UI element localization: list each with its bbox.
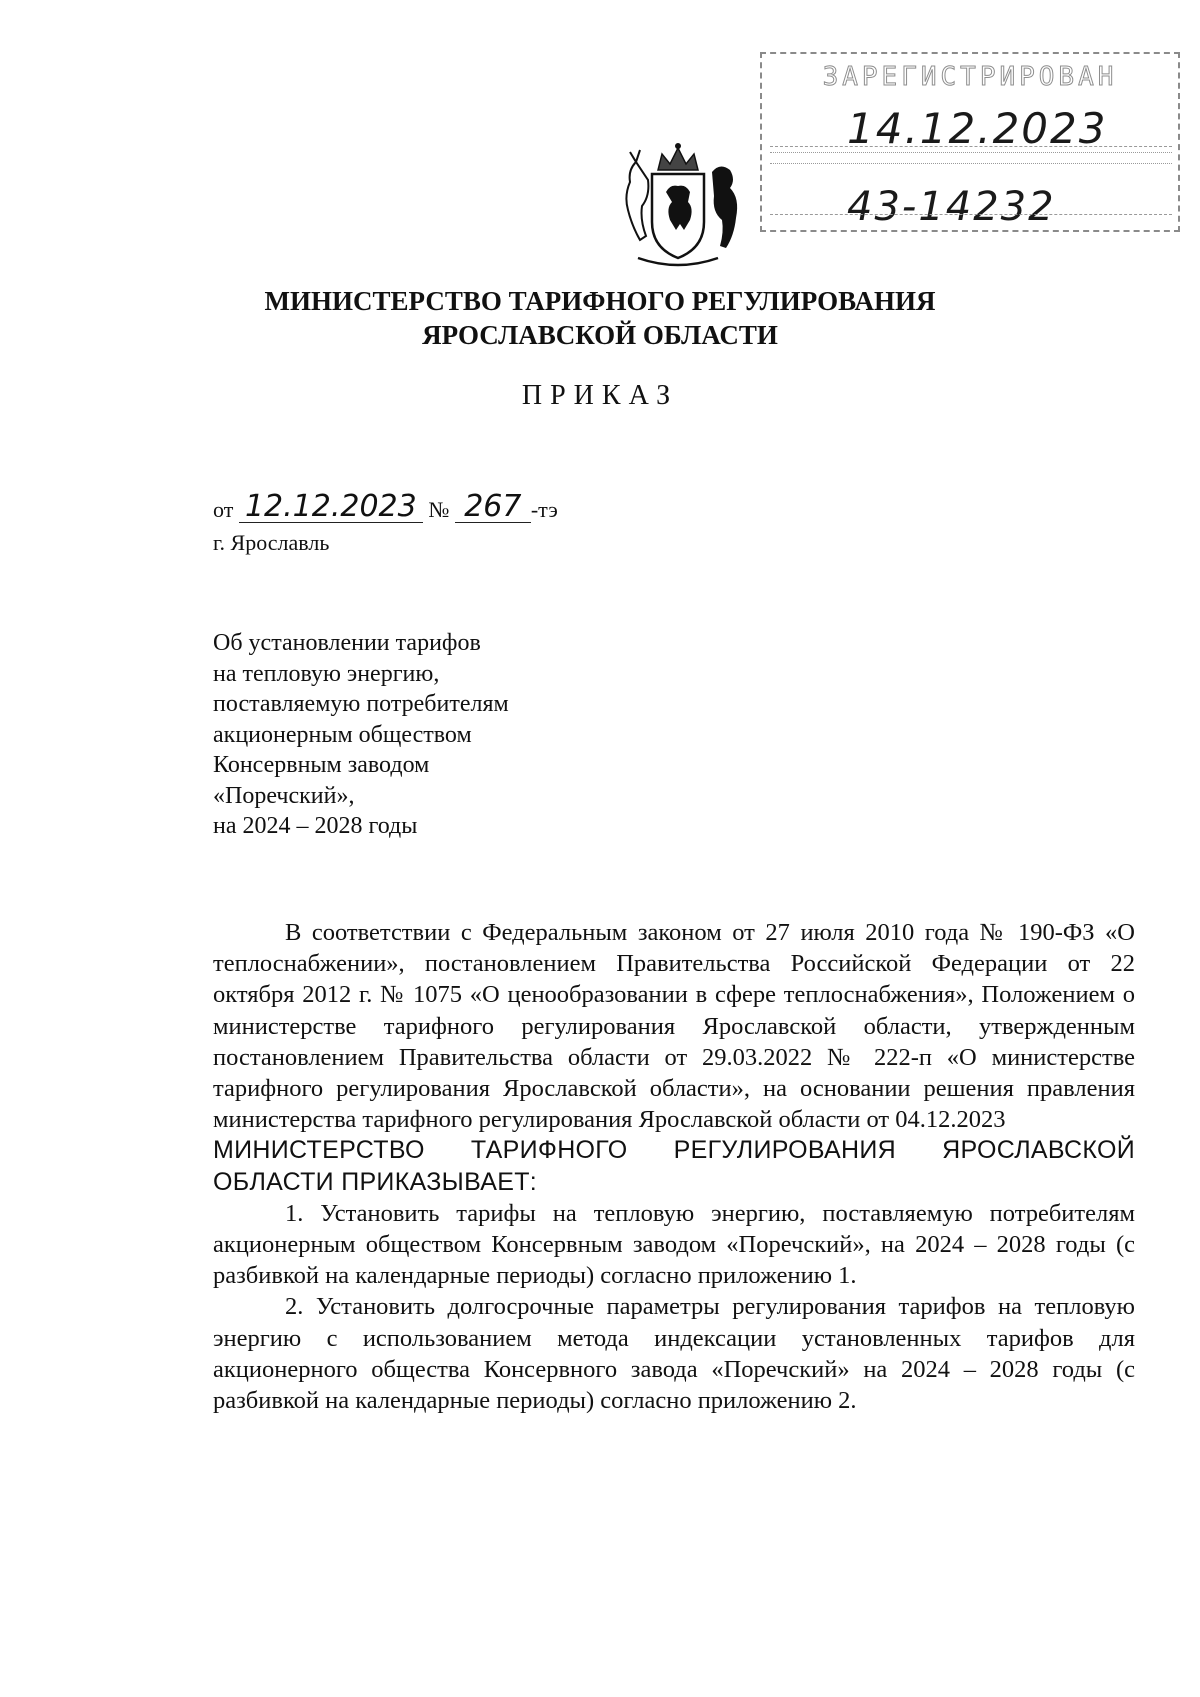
order-body: [213, 917, 1135, 1416]
registration-stamp: [760, 52, 1180, 232]
subject-line: «Поречский»,: [213, 782, 355, 809]
from-label: от: [213, 497, 234, 522]
city-name: г. Ярославль: [213, 530, 330, 555]
stamp-number-line: [770, 214, 1172, 215]
subject-line: Консервным заводом: [213, 752, 430, 778]
stamp-title: ЗАРЕГИСТРИРОВАН: [822, 62, 1118, 92]
order-item-2: 2. Установить долгосрочные параметры регулирования тарифов на тепловую энергию с использованием метода индексации установленных тарифов для акционерного общества Консервного завода «Поречский» на 2024 – 2028 годы (с разбивкой на календарные периоды) согласно приложению 2.: [213, 1293, 1135, 1415]
ministry-heading-line1: МИНИСТЕРСТВО ТАРИФНОГО РЕГУЛИРОВАНИЯ: [264, 286, 936, 316]
subject-line: Об установлении тарифов: [213, 630, 481, 656]
order-date: 12.12.2023: [239, 492, 423, 523]
subject-line: на тепловую энергию,: [213, 660, 440, 687]
subject-line: на 2024 – 2028 годы: [213, 813, 418, 839]
subject-line: акционерным обществом: [213, 721, 472, 748]
order-number: 267: [455, 492, 531, 523]
order-subject: [213, 628, 509, 842]
stamp-registration-number: 43-14232: [847, 184, 1056, 230]
resolution-statement: МИНИСТЕРСТВО ТАРИФНОГО РЕГУЛИРОВАНИЯ ЯРОСЛАВСКОЙ ОБЛАСТИ ПРИКАЗЫВАЕТ:: [213, 1136, 1135, 1196]
ministry-heading-line2: ЯРОСЛАВСКОЙ ОБЛАСТИ: [422, 320, 778, 350]
subject-line: поставляемую потребителям: [213, 691, 509, 717]
preamble-paragraph: В соответствии с Федеральным законом от 27 июля 2010 года № 190-ФЗ «О теплоснабжении», постановлением Правительства Российской Федерации от 22 октября 2012 г. № 1075 «О ценообразовании в сфере теплоснабжения», Положением о министерстве тарифного регулирования Ярославской области, утвержденным постановлением Правительства области от 29.03.2022 № 222-п «О министерстве тарифного регулирования Ярославской области», на основании решения правления министерства тарифного регулирования Ярославской области от 04.12.2023: [213, 919, 1135, 1134]
number-label: №: [428, 497, 450, 522]
order-item-1: 1. Установить тарифы на тепловую энергию, поставляемую потребителям акционерным обществом Консервным заводом «Поречский», на 2024 – 2028 годы (с разбивкой на календарные периоды) согласно приложению 1.: [213, 1199, 1135, 1290]
order-date-number-line: [213, 489, 558, 524]
stamp-date-line: [770, 146, 1172, 147]
document-type-title: ПРИКАЗ: [521, 380, 679, 411]
coat-of-arms-icon: [608, 140, 748, 270]
ministry-heading: [0, 284, 1200, 352]
stamp-registration-date: 14.12.2023: [847, 104, 1108, 153]
stamp-subline: [770, 152, 1172, 164]
order-number-suffix: -тэ: [530, 497, 558, 522]
